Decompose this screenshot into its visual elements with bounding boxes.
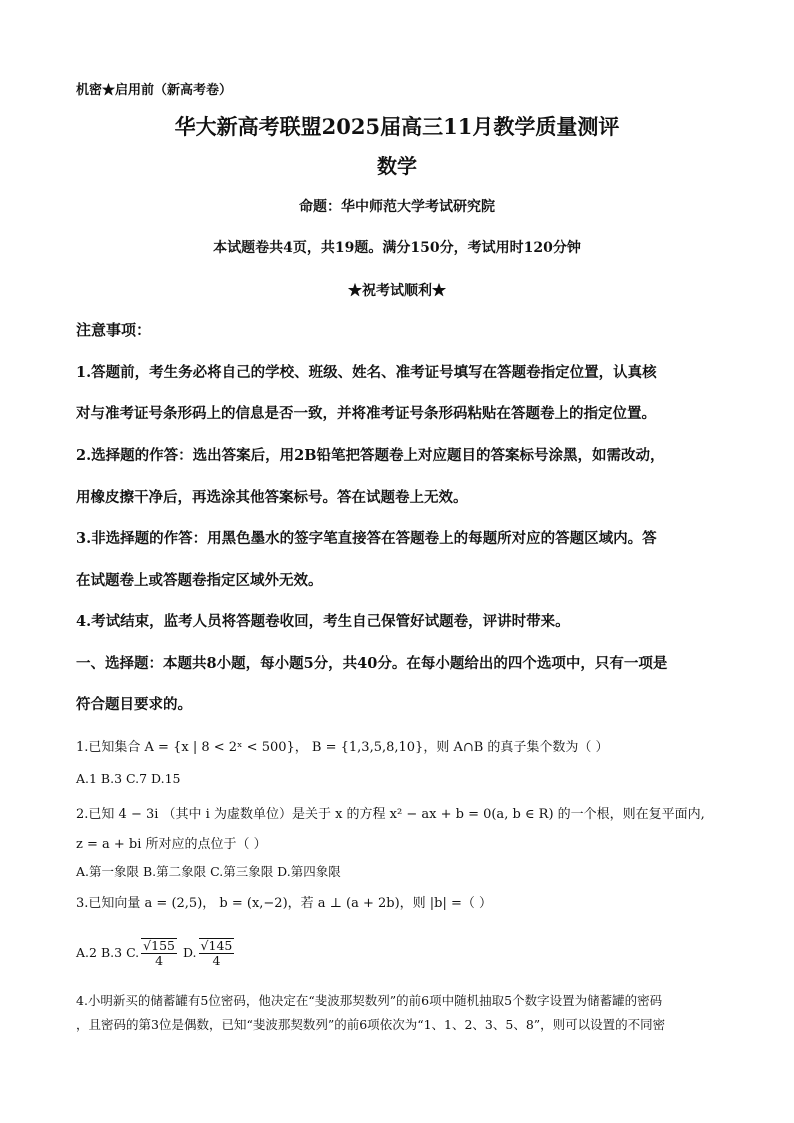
question-3-options	[76, 938, 236, 969]
exam-title: 华大新高考联盟2025届高三11月教学质量测评	[174, 114, 620, 139]
question-2-options: A.第一象限 B.第二象限 C.第三象限 D.第四象限	[76, 864, 341, 879]
option-c-denominator: 4	[155, 953, 164, 969]
question-1-stem: 1.已知集合 A = {x | 8 < 2ˣ < 500}， B = {1,3,5,8,10}，则 A∩B 的真子集个数为（ ）	[76, 740, 609, 755]
question-3-stem: 3.已知向量 a = (2,5)， b = (x,−2)，若 a ⊥ (a + 2b)，则 |b| =（ ）	[76, 896, 493, 911]
notes-heading: 注意事项：	[76, 321, 152, 339]
option-d-label: D.	[182, 944, 197, 960]
note-line: 3.非选择题的作答：用黑色墨水的签字笔直接答在答题卷上的每题所对应的答题区域内。答	[76, 530, 657, 547]
exam-maker: 命题：华中师范大学考试研究院	[299, 199, 495, 215]
option-c-label: C.	[126, 944, 140, 960]
note-line: 用橡皮擦干净后，再选涂其他答案标号。答在试题卷上无效。	[76, 489, 468, 506]
note-line: 1.答题前，考生务必将自己的学校、班级、姓名、准考证号填写在答题卷指定位置，认真核	[76, 364, 657, 381]
question-2-stem: 2.已知 4 − 3i （其中 i 为虚数单位）是关于 x 的方程 x² − ax + b = 0(a, b ∈ R) 的一个根，则在复平面内,	[76, 807, 705, 822]
section-heading: 一、选择题：本题共8小题，每小题5分，共40分。在每小题给出的四个选项中，只有一项是	[76, 655, 668, 672]
option-d-fraction	[199, 938, 235, 969]
option-b: B.3	[100, 944, 123, 960]
option-c-fraction	[141, 938, 177, 969]
note-line: 2.选择题的作答：选出答案后，用2B铅笔把答题卷上对应题目的答案标号涂黑，如需改动，	[76, 447, 665, 464]
question-4-stem: 4.小明新买的储蓄罐有5位密码，他决定在“斐波那契数列”的前6项中随机抽取5个数字设置为储蓄罐的密码	[76, 993, 663, 1008]
question-4-stem-cont: ，且密码的第3位是偶数，已知“斐波那契数列”的前6项依次为“1、1、2、3、5、8”，则可以设置的不同密	[76, 1017, 666, 1032]
option-c-numerator: √155	[143, 938, 175, 953]
exam-info: 本试题卷共4页，共19题。满分150分，考试用时120分钟	[213, 240, 581, 256]
good-luck-line: ★祝考试顺利★	[348, 283, 446, 299]
option-a: A.2	[76, 944, 97, 960]
subject-title: 数学	[377, 154, 417, 178]
note-line: 4.考试结束，监考人员将答题卷收回，考生自己保管好试题卷，评讲时带来。	[76, 613, 570, 630]
question-2-stem-cont: z = a + bi 所对应的点位于（ ）	[76, 837, 267, 852]
option-d-denominator: 4	[212, 953, 221, 969]
question-1-options: A.1 B.3 C.7 D.15	[76, 771, 181, 786]
section-heading-cont: 符合题目要求的。	[76, 696, 192, 713]
note-line: 在试题卷上或答题卷指定区域外无效。	[76, 572, 323, 589]
note-line: 对与准考证号条形码上的信息是否一致，并将准考证号条形码粘贴在答题卷上的指定位置。	[76, 405, 656, 422]
confidential-label: 机密★启用前（新高考卷）	[76, 83, 233, 98]
option-d-numerator: √145	[200, 938, 233, 953]
